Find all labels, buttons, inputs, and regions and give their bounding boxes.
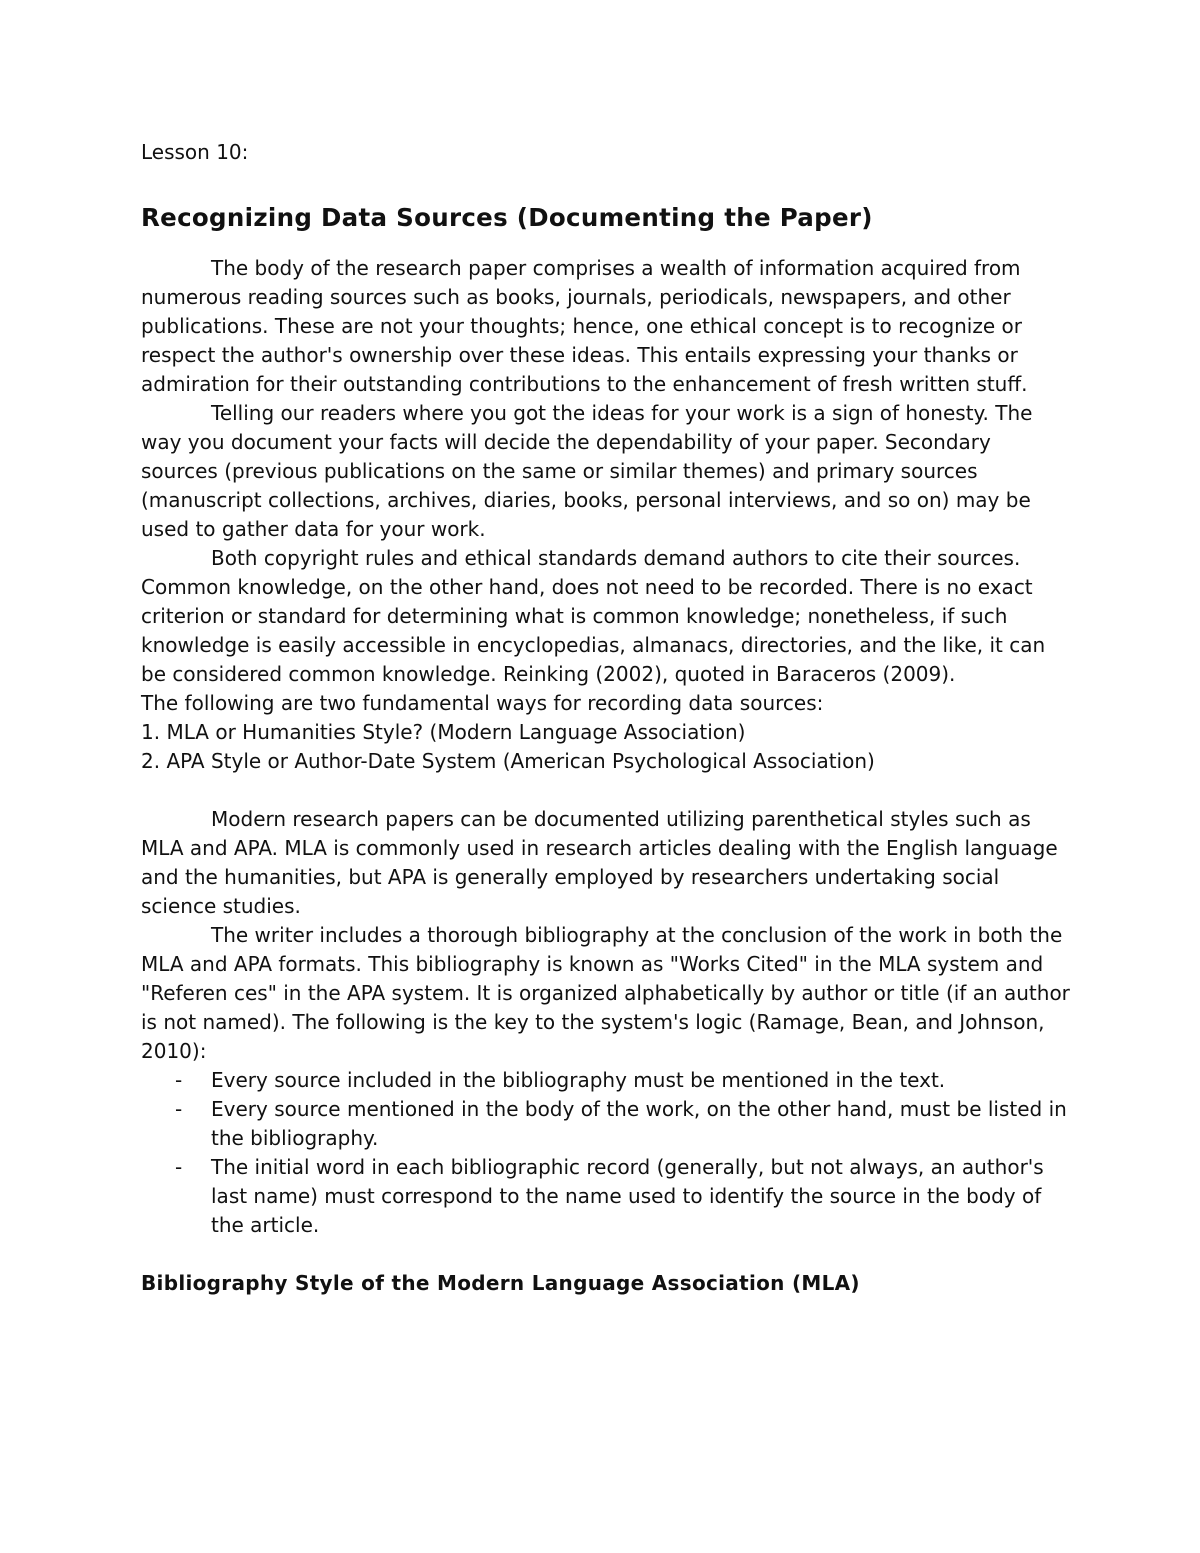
paragraph-copyright: Both copyright rules and ethical standards demand authors to cite their sources. Common knowledge, on the other hand, does not need to be recorded. There is no exact criterion or standard for determining what is common knowledge; nonetheless, if such knowledge is easily accessible in encyclopedias, almanacs, directories, and the like, it can be considered common knowledge. Reinking (2002), quoted in Baraceros (2009). (141, 546, 1046, 686)
blank-line (141, 776, 1071, 805)
document-body (141, 138, 1071, 1298)
numbered-item-mla: 1. MLA or Humanities Style? (Modern Language Association) (141, 720, 746, 744)
section-heading-mla: Bibliography Style of the Modern Language Association (MLA) (141, 1271, 860, 1295)
bullet-dash: - (175, 1155, 183, 1179)
paragraph-ways-intro: The following are two fundamental ways for recording data sources: (141, 691, 824, 715)
bullet-dash: - (175, 1068, 183, 1092)
list-item-text: The initial word in each bibliographic record (generally, but not always, an author's last name) must correspond to the name used to identify the source in the body of the article. (211, 1155, 1044, 1237)
paragraph-parenthetical: Modern research papers can be documented utilizing parenthetical styles such as MLA and APA. MLA is commonly used in research articles dealing with the English language and the humanities, but APA is generally employed by researchers undertaking social science studies. (141, 807, 1058, 918)
list-item (141, 1095, 1071, 1153)
page-title: Recognizing Data Sources (Documenting the Paper) (141, 203, 873, 232)
bullet-dash: - (175, 1097, 183, 1121)
list-item-text: Every source mentioned in the body of the work, on the other hand, must be listed in the bibliography. (211, 1097, 1067, 1150)
list-item (141, 1066, 1071, 1095)
numbered-item-apa: 2. APA Style or Author-Date System (American Psychological Association) (141, 749, 875, 773)
lesson-label: Lesson 10: (141, 140, 249, 164)
bullet-list (141, 1066, 1071, 1240)
list-item-text: Every source included in the bibliography must be mentioned in the text. (211, 1068, 946, 1092)
paragraph-honesty: Telling our readers where you got the ideas for your work is a sign of honesty. The way you document your facts will decide the dependability of your paper. Secondary sources (previous publications on the same or similar themes) and primary sources (manuscript collections, archives, diaries, books, personal interviews, and so on) may be used to gather data for your work. (141, 401, 1033, 541)
list-item (141, 1153, 1071, 1240)
paragraph-bibliography: The writer includes a thorough bibliography at the conclusion of the work in both the MLA and APA formats. This bibliography is known as "Works Cited" in the MLA system and "Referen ces" in the APA system. It is organized alphabetically by author or title (if an author is not named). The following is the key to the system's logic (Ramage, Bean, and Johnson, 2010): (141, 923, 1070, 1063)
paragraph-intro: The body of the research paper comprises a wealth of information acquired from numerous reading sources such as books, journals, periodicals, newspapers, and other publications. These are not your thoughts; hence, one ethical concept is to recognize or respect the author's ownership over these ideas. This entails expressing your thanks or admiration for their outstanding contributions to the enhancement of fresh written stuff. (141, 256, 1028, 396)
